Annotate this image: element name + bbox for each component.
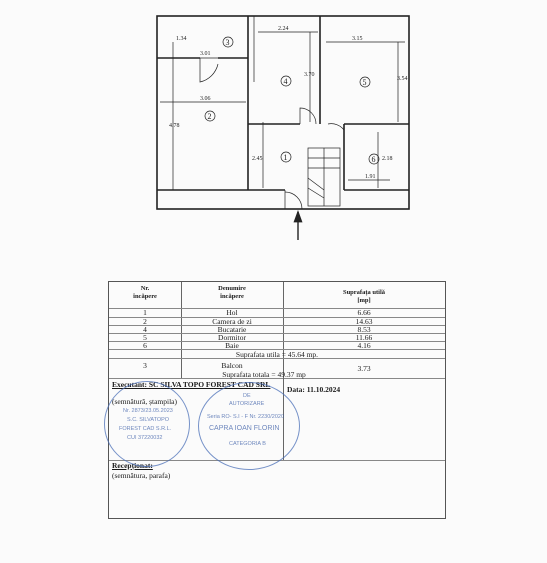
header-area: Suprafața utilă [mp] [342,289,386,304]
balcony-nr: 3 [143,361,147,370]
recipient-sign-note: (semnătura, parafa) [112,471,171,480]
row-4-nr: 5 [143,333,147,342]
room-number-5: 5 [362,78,367,87]
balcony-name: Balcon [221,361,243,370]
row-2-area: 14.63 [355,317,373,326]
row-3-nr: 4 [143,325,147,334]
useful-area-total: Suprafata utila = 45.64 mp. [235,350,319,359]
company-stamp: Nr. 2873/23.05.2023 S.C. SILVATOPO FOREST CAD S.R.L. CUI 37220032 [104,381,190,467]
dim-bath-depth: 2.18 [382,156,393,162]
dim-room5-width: 3.15 [352,36,363,42]
room-number-6: 6 [371,155,376,164]
room-number-1: 1 [283,153,288,162]
row-5-nr: 6 [143,341,147,350]
dim-room5-depth: 3.54 [397,76,408,82]
executant-sign-note: (semnătură, ștampila) [112,397,177,406]
row-3-name: Bucatarie [217,325,247,334]
row-1-nr: 1 [143,308,147,317]
row-1-area: 6.66 [357,308,371,317]
row-1-name: Hol [226,308,238,317]
row-4-name: Dormitor [218,333,246,342]
recipient-label: Recepționat: [112,461,153,470]
authorization-stamp: DE AUTORIZARE Seria RO- S.I - F Nr. 2230/2020 CAPRA IOAN FLORIN CATEGORIA B [198,382,300,470]
row-2-name: Camera de zi [212,317,252,326]
dim-room4-depth: 3.70 [304,72,315,78]
dim-room2-depth: 4.78 [169,123,180,129]
room-number-2: 2 [207,112,212,121]
row-5-name: Baie [225,341,239,350]
row-2-nr: 2 [143,317,147,326]
floor-plan [150,12,420,247]
header-name: Denumire încăpere [218,285,246,300]
room-number-4: 4 [283,77,288,86]
row-5-area: 4.16 [357,341,371,350]
total-area: Suprafata totala = 49.37 mp [222,370,306,379]
row-3-area: 8.53 [357,325,371,334]
executant-label: Executant: SC SILVA TOPO FOREST CAD SRL [112,380,271,389]
dim-hall-depth: 2.45 [252,156,263,162]
row-4-area: 11.66 [355,333,373,342]
dim-room3-width: 3.01 [200,51,211,57]
dim-room3-depth: 1.34 [176,36,187,42]
dim-room2-width: 3.06 [200,96,211,102]
document-date: Data: 11.10.2024 [287,385,341,394]
dim-bath-width: 1.91 [365,174,376,180]
room-number-3: 3 [225,38,230,47]
header-nr: Nr. încăpere [133,285,157,300]
balcony-area: 3.73 [357,364,371,373]
dim-room4-width: 2.24 [278,26,289,32]
